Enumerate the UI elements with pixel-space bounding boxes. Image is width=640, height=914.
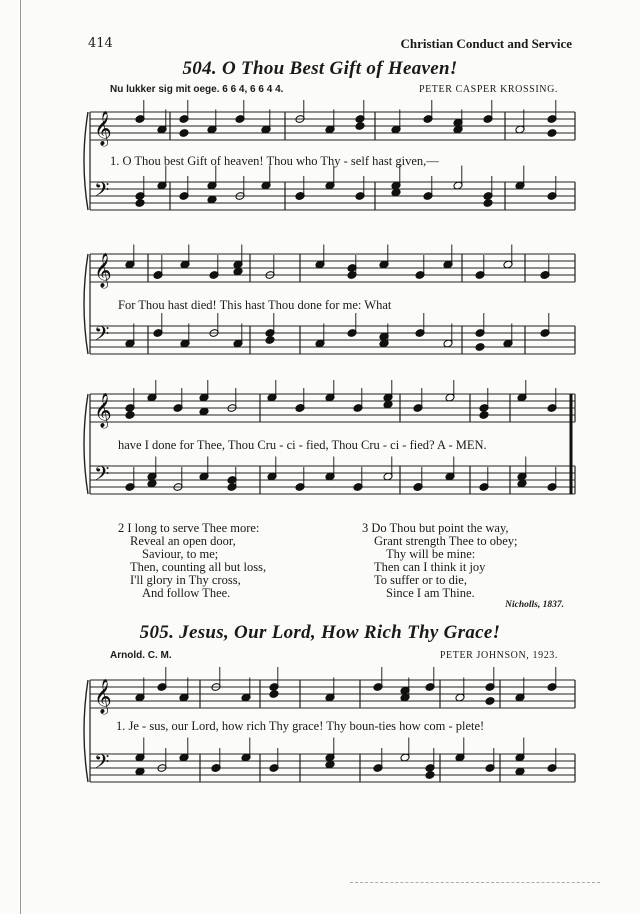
note-head — [547, 129, 557, 138]
bass-clef: 𝄢 — [94, 750, 110, 778]
hymn-504-lyric-line-2: For Thou hast died! This hast Thou done for me: What — [118, 298, 392, 312]
system-brace — [84, 680, 88, 782]
hymn-504-title: 504. O Thou Best Gift of Heaven! — [182, 58, 458, 79]
system-brace — [84, 112, 88, 210]
verse-3-line: Grant strength Thee to obey; — [374, 534, 518, 548]
verse-3-line: 3 Do Thou but point the way, — [362, 521, 509, 535]
bass-clef: 𝄢 — [94, 322, 110, 350]
system-brace — [84, 394, 88, 494]
note-head — [425, 771, 435, 780]
hymn-505-tune: Arnold. C. M. — [110, 650, 172, 661]
hymn-505-lyric-line-1: 1. Je - sus, our Lord, how rich Thy grace! Thy boun-ties how com - plete! — [116, 719, 485, 733]
bass-clef: 𝄢 — [94, 462, 110, 490]
bass-clef: 𝄢 — [94, 178, 110, 206]
hymn-504-composer: PETER CASPER KROSSING. — [418, 84, 558, 95]
section-heading: Christian Conduct and Service — [400, 36, 572, 51]
verse-2-line: Saviour, to me; — [142, 547, 219, 561]
note-head — [479, 411, 489, 420]
note-head — [125, 411, 135, 420]
hymn-504-original-tune: Nu lukker sig mit oege. 6 6 4, 6 6 4 4. — [110, 84, 284, 95]
verse-3-line: Since I am Thine. — [386, 586, 475, 600]
hymn-504-text-credit: Nicholls, 1837. — [505, 600, 564, 610]
verse-2-line: Reveal an open door, — [130, 534, 236, 548]
hymn-504-verse-2 — [118, 522, 266, 600]
hymn-505-composer: PETER JOHNSON, 1923. — [439, 650, 558, 661]
hymn-504-verse-3 — [362, 522, 517, 600]
system-brace — [84, 254, 88, 354]
verse-2-line: 2 I long to serve Thee more: — [118, 521, 260, 535]
verse-2-line: And follow Thee. — [142, 586, 231, 600]
hymn-504-lyric-line-1: 1. O Thou best Gift of heaven! Thou who Thy - self hast given,— — [110, 154, 439, 168]
verse-3-line: Thy will be mine: — [386, 547, 476, 561]
treble-clef: 𝄞 — [94, 111, 112, 146]
note-head — [135, 199, 145, 208]
note-head — [483, 199, 493, 208]
treble-clef: 𝄞 — [94, 393, 112, 428]
note-head — [269, 690, 279, 699]
note-head — [475, 343, 485, 352]
note-head — [355, 122, 365, 131]
page-number: 414 — [88, 36, 113, 51]
verse-2-line: I'll glory in Thy cross, — [130, 573, 241, 587]
footer-rule — [350, 882, 600, 884]
note-head — [179, 129, 189, 138]
hymn-505-title: 505. Jesus, Our Lord, How Rich Thy Grace! — [139, 622, 501, 643]
treble-clef: 𝄞 — [94, 679, 112, 714]
treble-clef: 𝄞 — [94, 253, 112, 288]
verse-3-line: To suffer or to die, — [374, 573, 467, 587]
verse-2-line: Then, counting all but loss, — [130, 560, 267, 574]
verse-3-line: Then can I think it joy — [374, 560, 486, 574]
hymn-504-lyric-line-3: have I done for Thee, Thou Cru - ci - fied, Thou Cru - ci - fied? A - MEN. — [118, 438, 487, 452]
note-head — [265, 336, 275, 345]
note-head — [485, 697, 495, 706]
